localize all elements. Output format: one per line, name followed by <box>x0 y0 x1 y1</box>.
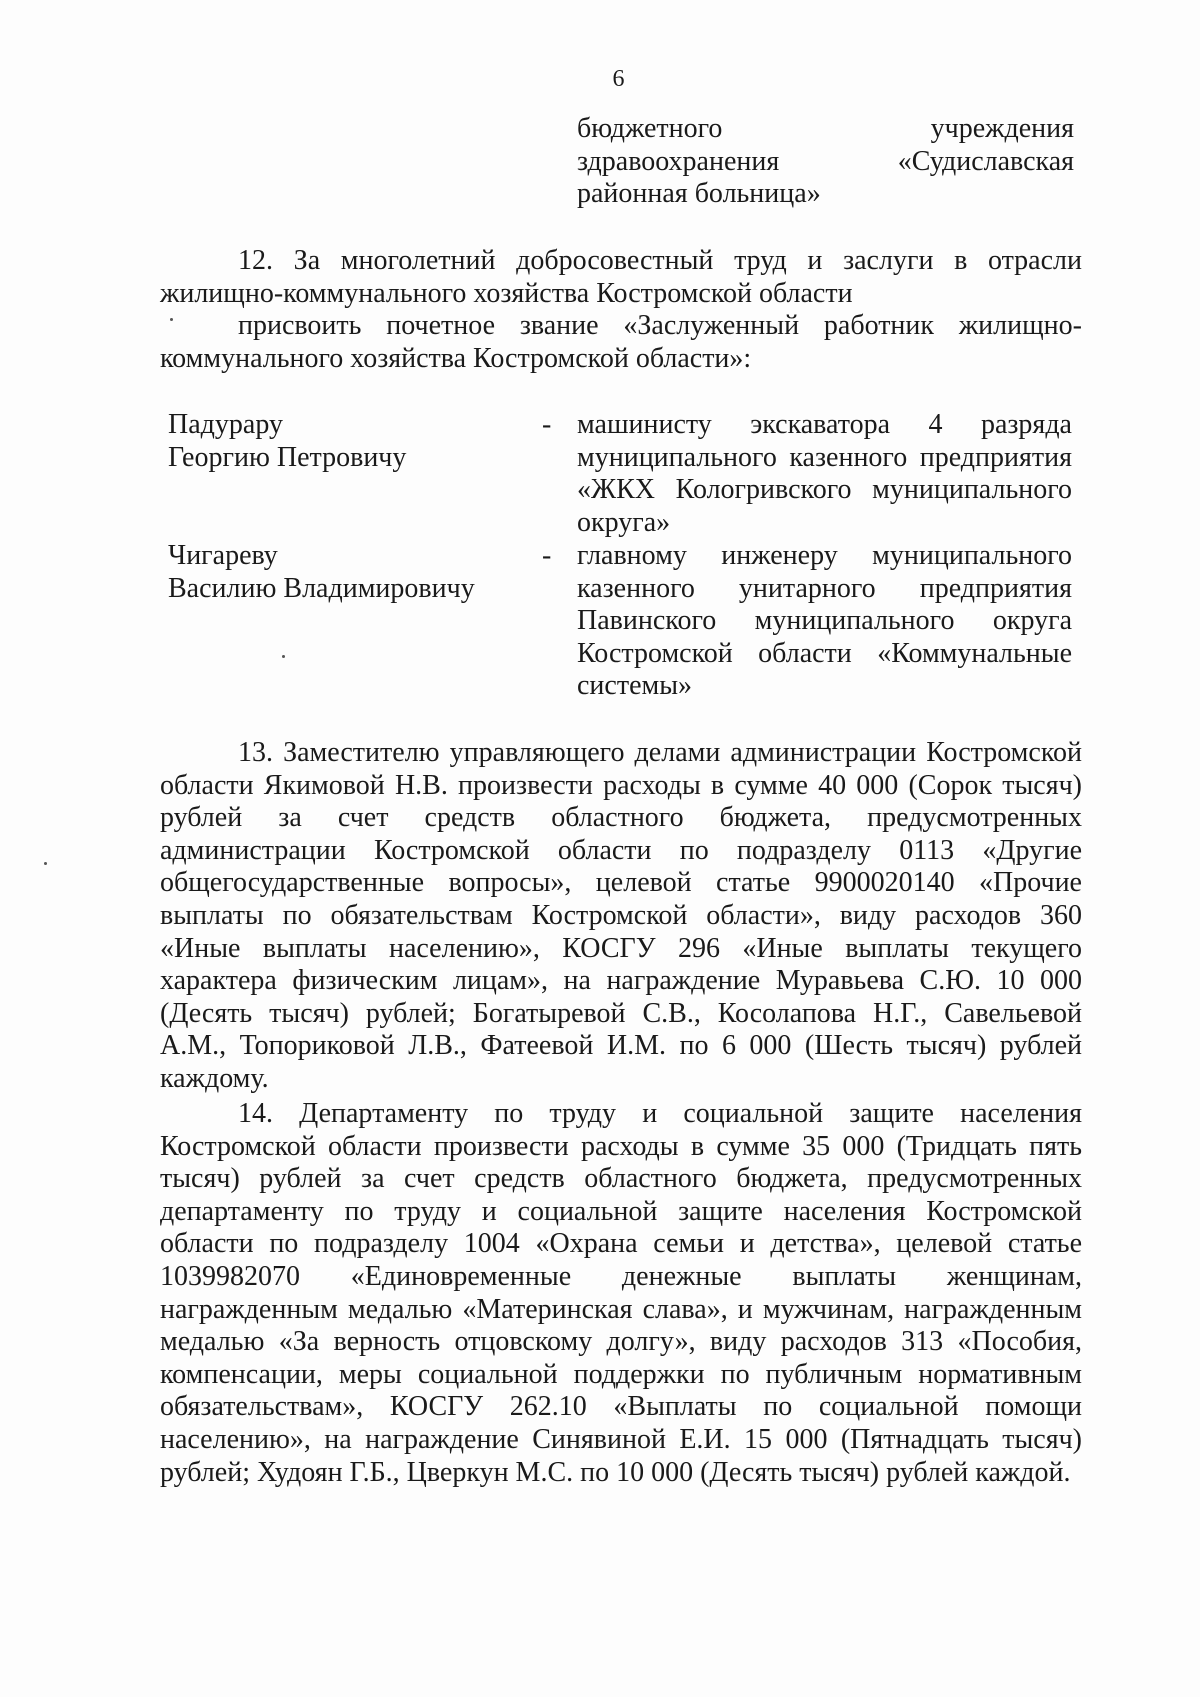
item-12 <box>160 245 1082 375</box>
awardee-given-names: Георгию Петровичу <box>168 441 407 473</box>
awardee-position-line: округа» <box>577 506 671 538</box>
item-13 <box>160 737 1082 1096</box>
scan-speck <box>170 318 173 321</box>
page-number: 6 <box>612 66 625 92</box>
awardee-position-line: главному инженеру муниципального <box>577 540 1072 571</box>
institution-line-1 <box>577 113 1074 146</box>
awardee-given-names: Василию Владимировичу <box>168 572 475 604</box>
awardee-name <box>168 409 406 474</box>
institution-word: учреждения <box>930 113 1074 144</box>
awardee-position <box>577 409 1072 539</box>
awardee-dash: - <box>542 409 552 440</box>
institution-continuation <box>577 113 1074 211</box>
institution-word: здравоохранения <box>577 145 780 177</box>
awardee-surname: Чигареву <box>168 540 278 571</box>
awardee-surname: Падурару <box>168 409 283 440</box>
institution-word: бюджетного <box>577 113 723 144</box>
item-14 <box>160 1098 1082 1489</box>
institution-line-3: районная больница» <box>577 178 821 210</box>
item-12-line: коммунального хозяйства Костромской области»: <box>160 342 752 374</box>
awardee-name <box>168 540 475 605</box>
awardee-position-line: Павинского муниципального округа <box>577 605 1072 637</box>
scan-speck <box>282 655 285 658</box>
item-12-line: 12. За многолетний добросовестный труд и заслуги в отрасли <box>238 245 1082 276</box>
scan-speck <box>44 862 47 865</box>
awardee-dash: - <box>542 540 552 571</box>
awardee-position-line: казенного унитарного предприятия <box>577 572 1072 604</box>
institution-line-2 <box>577 146 1074 179</box>
awardee-position-line: системы» <box>577 670 693 702</box>
awardee-position-line: «ЖКХ Кологривского муниципального <box>577 474 1072 506</box>
awardee-position-line: машинисту экскаватора 4 разряда <box>577 409 1072 440</box>
institution-word: «Судиславская <box>897 145 1074 177</box>
awardee-position-line: муниципального казенного предприятия <box>577 441 1072 473</box>
item-12-line: присвоить почетное звание «Заслуженный работник жилищно- <box>238 310 1082 342</box>
awardee-position-line: Костромской области «Коммунальные <box>577 637 1072 669</box>
item-12-line: жилищно-коммунального хозяйства Костромской области <box>160 277 853 309</box>
awardee-position <box>577 540 1072 703</box>
item-14-paragraph: 14. Департаменту по труду и социальной защите населения Костромской области произвести расходы в сумме 35 000 (Тридцать пять тысяч) рублей за счет средств областного бюджета, предусмотренных департаменту по труду и социальной защите населения Костромской области по подразделу 1004 «Охрана семьи и детства», целевой статье 1039982070 «Единовременные денежные выплаты женщинам, награжденным медалью «Материнская слава», и мужчинам, награжденным медалью «За верность отцовскому долгу», виду расходов 313 «Пособия, компенсации, меры социальной поддержки по публичным нормативным обязательствам», КОСГУ 262.10 «Выплаты по социальной помощи населению», на награждение Синявиной Е.И. 15 000 (Пятнадцать тысяч) рублей; Худоян Г.Б., Цверкун М.С. по 10 000 (Десять тысяч) рублей каждой. <box>160 1098 1082 1488</box>
item-13-paragraph: 13. Заместителю управляющего делами администрации Костромской области Якимовой Н.В. произвести расходы в сумме 40 000 (Сорок тысяч) рублей за счет средств областного бюджета, предусмотренных администрации Костромской области по подразделу 0113 «Другие общегосударственные вопросы», целевой статье 9900020140 «Прочие выплаты по обязательствам Костромской области», виду расходов 360 «Иные выплаты населению», КОСГУ 296 «Иные выплаты текущего характера физическим лицам», на награждение Муравьева С.Ю. 10 000 (Десять тысяч) рублей; Богатыревой С.В., Косолапова Н.Г., Савельевой А.М., Топориковой Л.В., Фатеевой И.М. по 6 000 (Шесть тысяч) рублей каждому. <box>160 737 1082 1094</box>
